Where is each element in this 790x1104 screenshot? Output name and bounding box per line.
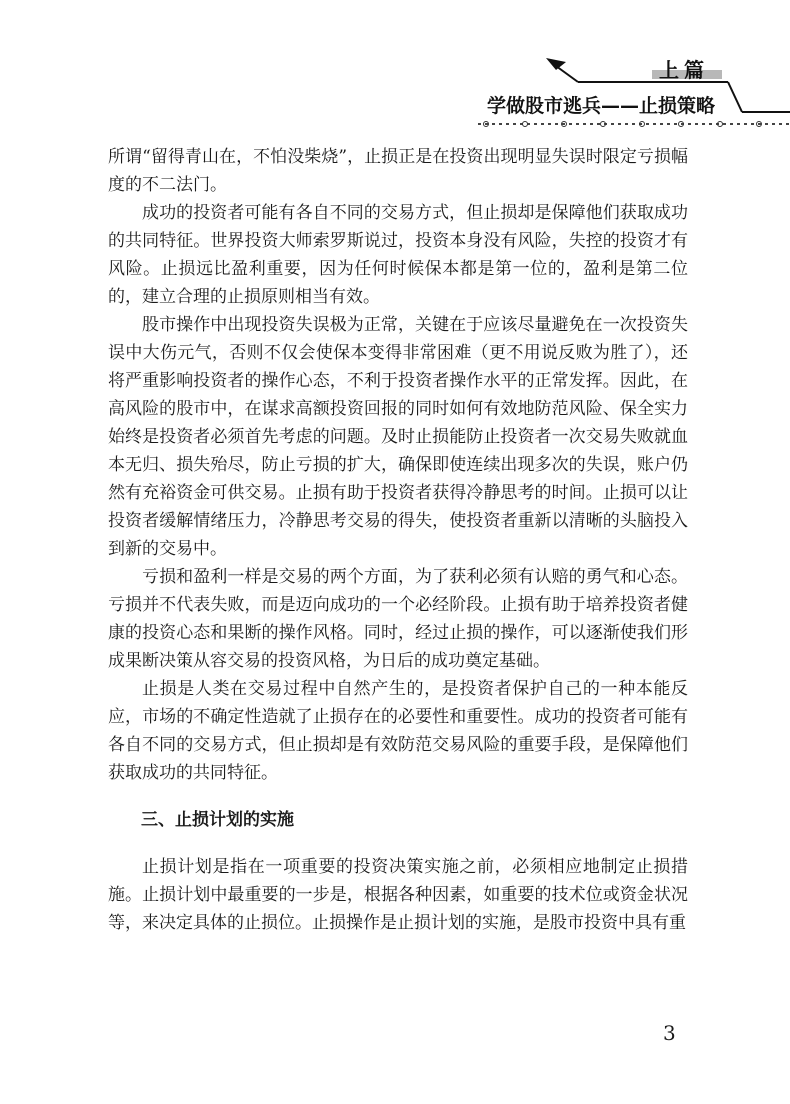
paragraph: 止损计划是指在一项重要的投资决策实施之前，必须相应地制定止损措施。止损计划中最重要的一步是，根据各种因素，如重要的技术位或资金状况等，来决定具体的止损位。止损操作是止损计划的实施，是股市投资中具有重 [108, 857, 688, 933]
page-number: 3 [663, 1021, 676, 1045]
paragraph: 股市操作中出现投资失误极为正常，关键在于应该尽量避免在一次投资失误中大伤元气，否则不仅会使保本变得非常困难（更不用说反败为胜了），还将严重影响投资者的操作心态，不利于投资者操作水平的正常发挥。因此，在高风险的股市中，在谋求高额投资回报的同时如何有效地防范风险、保全实力始终是投资者必须首先考虑的问题。及时止损能防止投资者一次交易失败就血本无归、损失殆尽，防止亏损的扩大，确保即使连续出现多次的失误，账户仍然有充裕资金可供交易。止损有助于投资者获得冷静思考的时间。止损可以让投资者缓解情绪压力，冷静思考交易的得失，使投资者重新以清晰的头脑投入到新的交易中。 [108, 315, 688, 559]
paragraph: 亏损和盈利一样是交易的两个方面，为了获利必须有认赔的勇气和心态。亏损并不代表失败，而是迈向成功的一个必经阶段。止损有助于培养投资者健康的投资心态和果断的操作风格。同时，经过止损的操作，可以逐渐使我们形成果断决策从容交易的投资风格，为日后的成功奠定基础。 [108, 567, 688, 671]
paragraph: 成功的投资者可能有各自不同的交易方式，但止损却是保障他们获取成功的共同特征。世界投资大师索罗斯说过，投资本身没有风险，失控的投资才有风险。止损远比盈利重要，因为任何时候保本都是第一位的，盈利是第二位的，建立合理的止损原则相当有效。 [108, 203, 688, 307]
section-heading: 三、止损计划的实施 [141, 810, 294, 830]
part-label: 上篇 [659, 58, 709, 82]
running-header [0, 0, 790, 140]
page-body [108, 143, 688, 937]
paragraph: 止损是人类在交易过程中自然产生的，是投资者保护自己的一种本能反应，市场的不确定性造就了止损存在的必要性和重要性。成功的投资者可能有各自不同的交易方式，但止损却是有效防范交易风险的重要手段，是保障他们获取成功的共同特征。 [108, 679, 688, 783]
paragraph: 所谓“留得青山在，不怕没柴烧”，止损正是在投资出现明显失误时限定亏损幅度的不二法门。 [108, 147, 688, 195]
chapter-title: 学做股市逃兵——止损策略 [487, 95, 716, 117]
